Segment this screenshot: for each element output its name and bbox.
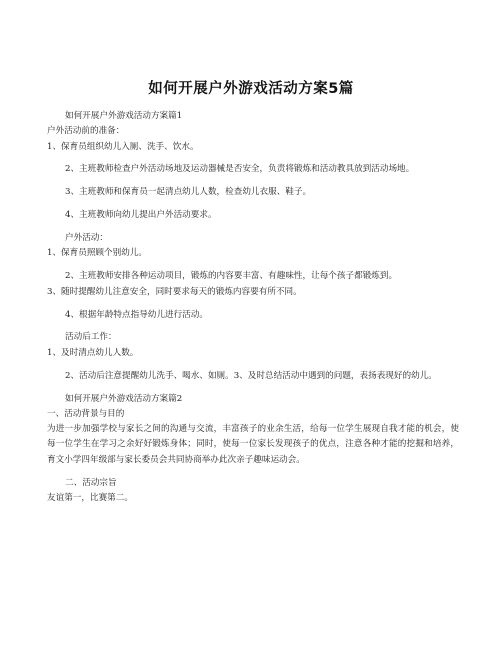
paragraph: 户外活动： [65,233,108,244]
page-title: 如何开展户外游戏活动方案5篇 [148,81,354,97]
paragraph: 如何开展户外游戏活动方案篇1 [65,111,183,121]
paragraph: 如何开展户外游戏活动方案篇2 [65,393,183,404]
paragraph: 2、活动后注意提醒幼儿洗手、喝水、如厕。3、及时总结活动中遇到的问题，表扬表现好的幼儿。 [65,370,437,381]
paragraph: 4、根据年龄特点指导幼儿进行活动。 [65,309,208,320]
paragraph: 4、主班教师向幼儿提出户外活动要求。 [65,210,217,221]
paragraph: 友谊第一，比赛第二。 [47,492,133,503]
paragraph: 户外活动前的准备： [47,126,125,137]
paragraph: 一、活动背景与目的 [47,408,125,419]
document-body [47,109,459,506]
paragraph: 3、主班教师和保育员一起清点幼儿人数，检查幼儿衣服、鞋子。 [65,187,312,198]
paragraph: 1、保育员照顾个别幼儿。 [47,248,147,259]
paragraph: 1、及时清点幼儿人数。 [47,347,139,358]
paragraph: 活动后工作： [65,332,117,343]
paragraph: 2、主班教师检查户外活动场地及运动器械是否安全，负责将锻炼和活动教具放到活动场地。 [65,164,415,175]
paragraph: 为进一步加强学校与家长之间的沟通与交流，丰富孩子的业余生活，给每一位学生展现自我才能的机会，使每一位学生在学习之余好好锻炼身体；同时，使每一位家长发现孩子的优点，注意各种才能的挖掘和培养，育文小学四年级部与家长委员会共同协商举办此次亲子趣味运动会。 [47,424,459,465]
paragraph: 1、保育员组织幼儿入厕、洗手、饮水。 [47,141,199,152]
paragraph: 二、活动宗旨 [65,477,117,488]
paragraph: 2、主班教师安排各种运动项目，锻炼的内容要丰富、有趣味性，让每个孩子都锻炼到。 [65,271,398,282]
paragraph: 3、随时提醒幼儿注意安全，同时要求每天的锻炼内容要有所不同。 [47,286,302,297]
